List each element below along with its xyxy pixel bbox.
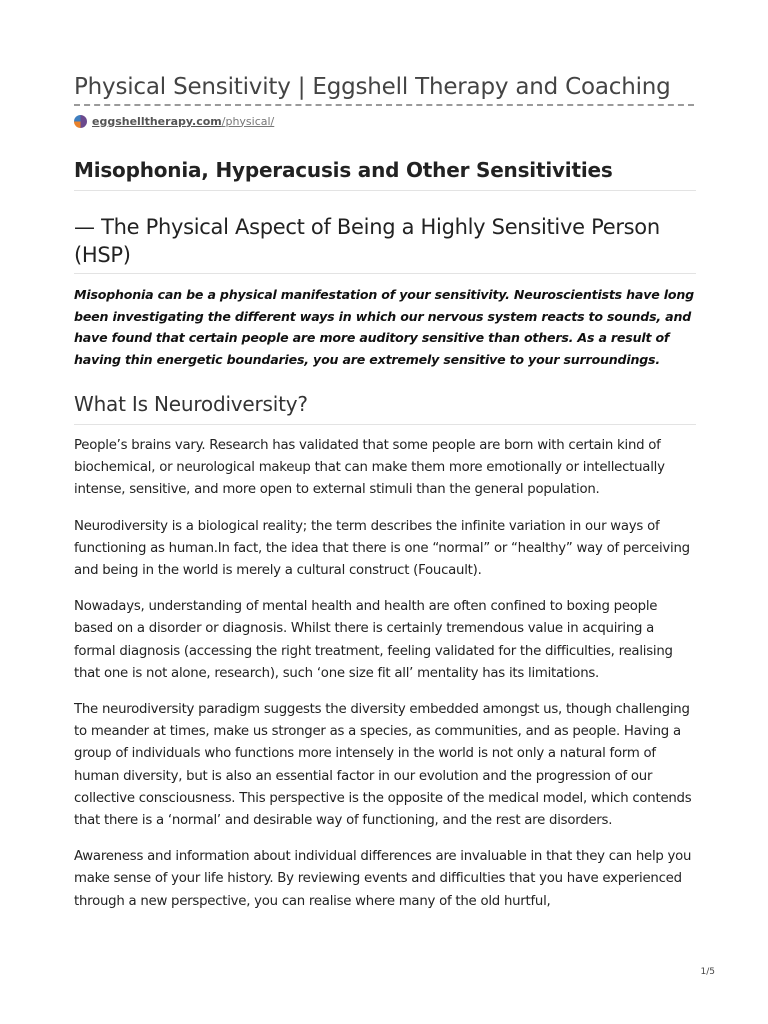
document-title: Physical Sensitivity | Eggshell Therapy and Coaching: [74, 74, 671, 100]
title-divider: [74, 104, 694, 106]
body-paragraph: Nowadays, understanding of mental health and health are often confined to boxing people based on a disorder or diagnosis. Whilst there is certainly tremendous value in acquiring a formal diagnosis (accessing the right treatment, feeling validated for the difficulties, realising that one is not alone, research), such ‘one size fit all’ mentality has its limitations.: [74, 599, 673, 681]
source-link[interactable]: [74, 112, 696, 130]
page-number: 1/5: [700, 967, 715, 977]
document-page: [74, 0, 696, 913]
article-subheading: — The Physical Aspect of Being a Highly Sensitive Person (HSP): [74, 213, 696, 274]
source-path[interactable]: /physical/: [221, 114, 275, 128]
article-heading: Misophonia, Hyperacusis and Other Sensitivities: [74, 156, 696, 191]
section-heading: What Is Neurodiversity?: [74, 390, 696, 425]
source-domain[interactable]: eggshelltherapy.com: [92, 114, 222, 128]
lead-paragraph: Misophonia can be a physical manifestation of your sensitivity. Neuroscientists have long been investigating the different ways in which our nervous system reacts to sounds, and have found that certain people are more auditory sensitive than others. As a result of having thin energetic boundaries, you are extremely sensitive to your surroundings.: [74, 287, 694, 367]
body-paragraph: People’s brains vary. Research has validated that some people are born with certain kind of biochemical, or neurological makeup that can make them more emotionally or intellectually intense, sensitive, and more open to external stimuli than the general population.: [74, 438, 665, 498]
eggshell-logo-icon: [74, 115, 87, 128]
body-paragraph: Neurodiversity is a biological reality; the term describes the infinite variation in our ways of functioning as human.In fact, the idea that there is one “normal” or “healthy” way of perceiving and being in the world is merely a cultural construct (Foucault).: [74, 518, 690, 579]
body-paragraph: The neurodiversity paradigm suggests the diversity embedded amongst us, though challenging to meander at times, make us stronger as a species, as communities, and as people. Having a group of individuals who functions more intensely in the world is not only a natural form of human diversity, but is also an essential factor in our evolution and the progression of our collective consciousness. This perspective is the opposite of the medical model, which contends that there is a ‘normal’ and desirable way of functioning, and the rest are disorders.: [74, 702, 692, 829]
body-paragraph: Awareness and information about individual differences are invaluable in that they can help you make sense of your life history. By reviewing events and difficulties that you have experienced through a new perspective, you can realise where many of the old hurtful,: [74, 849, 692, 909]
